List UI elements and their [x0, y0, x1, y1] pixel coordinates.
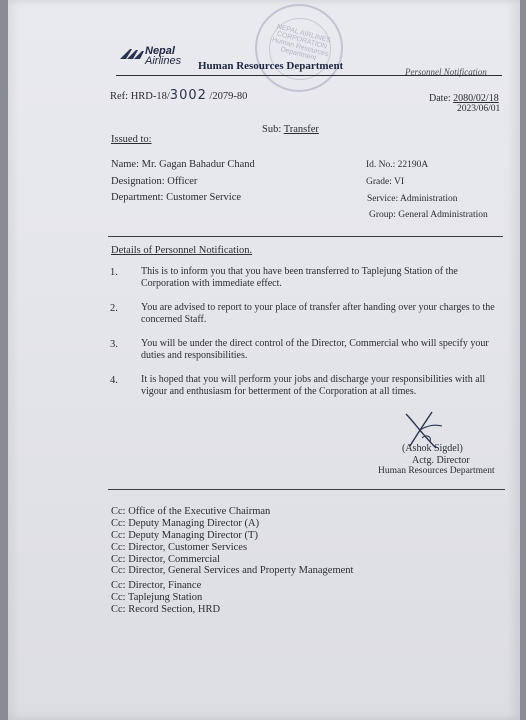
notification-item [141, 266, 509, 290]
item-line: vigour and enthusiasm for betterment of the Corporation at all times. [141, 386, 417, 397]
notification-item [141, 302, 509, 326]
ref-handwritten-number: 3002 [169, 88, 207, 103]
employee-service: Service: Administration [367, 194, 458, 204]
subject-line [262, 124, 319, 135]
signatory-name: (Ashok Sigdel) [402, 443, 463, 454]
item-line: You are advised to report to your place of transfer after handing over your charges to the [141, 302, 495, 313]
header-rule [116, 75, 502, 76]
cc-item: Cc: Director, Customer Services [111, 542, 248, 553]
cc-item: Cc: Director, General Services and Property Management [111, 565, 354, 576]
employee-name: Name: Mr. Gagan Bahadur Chand [111, 159, 255, 170]
logo-text-nepal: Nepal [145, 45, 175, 57]
employee-grade: Grade: VI [366, 177, 405, 187]
cc-item: Cc: Office of the Executive Chairman [111, 506, 271, 517]
ref-suffix: /2079-80 [209, 91, 248, 102]
cc-item: Cc: Director, Commercial [111, 554, 220, 565]
item-line: You will be under the direct control of the Director, Commercial who will specify your [141, 338, 489, 349]
employee-id: Id. No.: 22190A [366, 160, 429, 170]
notification-item [141, 338, 509, 362]
section-rule-top [108, 236, 503, 237]
office-stamp [255, 4, 343, 92]
item-number: 4. [110, 375, 118, 386]
date-bs-value: 2080/02/18 [453, 93, 499, 104]
stamp-text: NEPAL AIRLINES CORPORATION Human Resources Department [271, 23, 332, 63]
item-line: Corporation with immediate effect. [141, 278, 282, 289]
signatory-title: Actg. Director [412, 455, 470, 466]
section-rule-bottom [108, 489, 505, 490]
item-number: 3. [110, 339, 118, 350]
date-bs [429, 93, 499, 104]
cc-item: Cc: Taplejung Station [111, 592, 203, 603]
issued-to-heading: Issued to: [111, 134, 152, 145]
item-line: concerned Staff. [141, 314, 207, 325]
notification-label: Personnel Notification [405, 67, 487, 77]
item-number: 1. [110, 267, 118, 278]
cc-item: Cc: Director, Finance [111, 580, 202, 591]
signatory-department: Human Resources Department [378, 466, 495, 476]
subject-label: Sub: [262, 124, 282, 135]
cc-item: Cc: Deputy Managing Director (T) [111, 530, 258, 541]
date-ad: 2023/06/01 [457, 104, 501, 114]
item-line: It is hoped that you will perform your jobs and discharge your responsibilities with all [141, 374, 486, 385]
logo-text-airlines: Airlines [145, 55, 182, 67]
employee-group: Group: General Administration [369, 210, 488, 220]
details-heading: Details of Personnel Notification. [111, 245, 253, 256]
item-line: This is to inform you that you have been transferred to Taplejung Station of the [141, 266, 458, 277]
item-line: duties and responsibilities. [141, 350, 248, 361]
notification-item [141, 374, 509, 398]
cc-item: Cc: Deputy Managing Director (A) [111, 518, 260, 529]
cc-item: Cc: Record Section, HRD [111, 604, 221, 615]
employee-department: Department: Customer Service [111, 192, 242, 203]
employee-designation: Designation: Officer [111, 176, 198, 187]
reference-number [110, 88, 247, 103]
subject-value: Transfer [283, 124, 319, 135]
airline-logo-icon [118, 47, 144, 61]
item-number: 2. [110, 303, 118, 314]
date-label: Date: [429, 93, 451, 104]
ref-prefix: Ref: HRD-18/ [110, 91, 170, 102]
department-title: Human Resources Department [198, 60, 344, 72]
document-page [8, 0, 520, 720]
